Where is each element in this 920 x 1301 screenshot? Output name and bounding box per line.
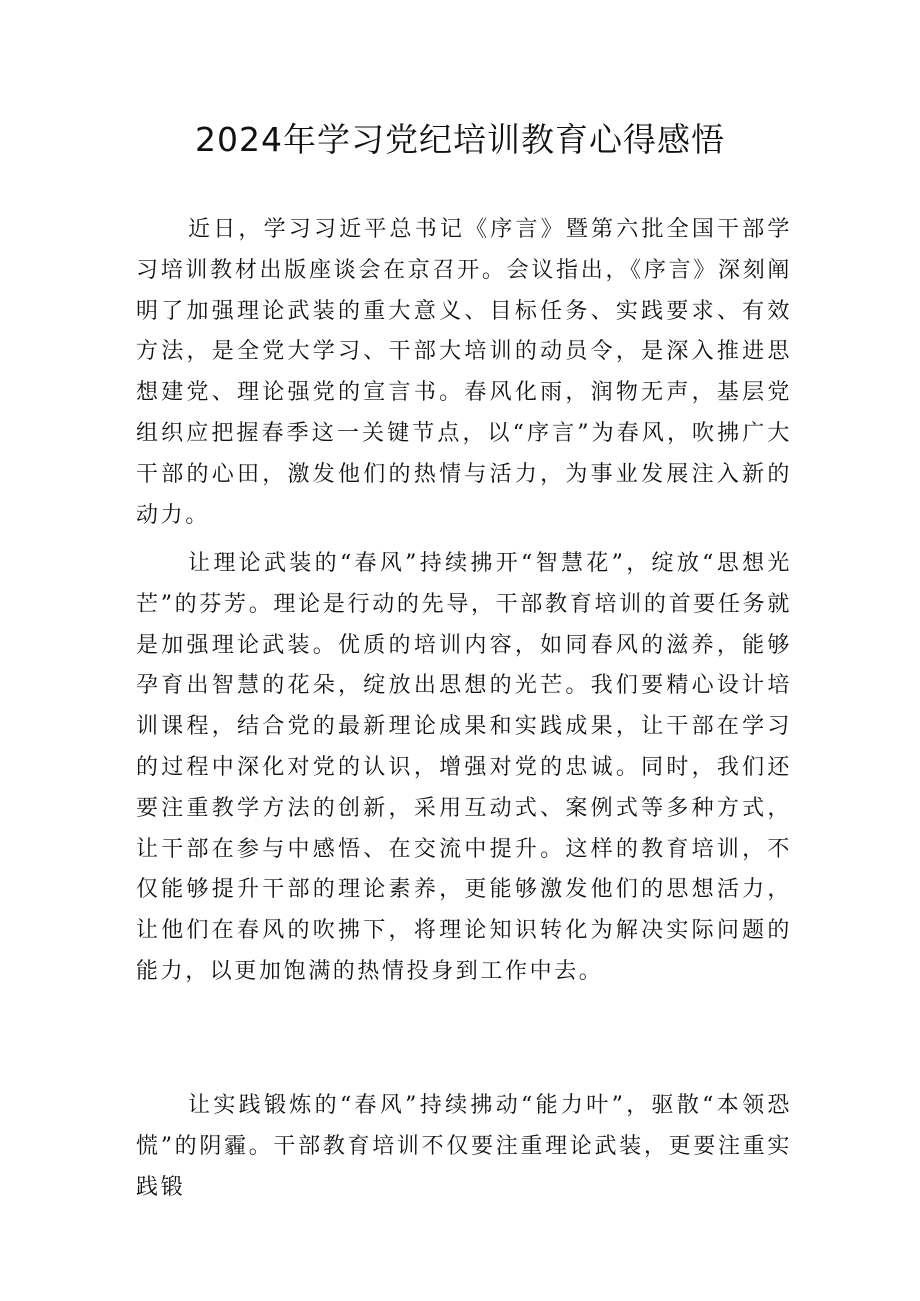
paragraph-1: 近日，学习习近平总书记《序言》暨第六批全国干部学习培训教材出版座谈会在京召开。会议指出，《序言》深刻阐明了加强理论武装的重大意义、目标任务、实践要求、有效方法，是全党大学习、干部大培训的动员令，是深入推进思想建党、理论强党的宣言书。春风化雨，润物无声，基层党组织应把握春季这一关键节点，以“序言”为春风，吹拂广大干部的心田，激发他们的热情与活力，为事业发展注入新的动力。 <box>136 217 792 528</box>
paragraph-3: 让实践锻炼的“春风”持续拂动“能力叶”，驱散“本领恐慌”的阴霾。干部教育培训不仅要注重理论武装，更要注重实践锻 <box>136 1093 792 1200</box>
document-title: 2024年学习党纪培训教育心得感悟 <box>195 120 725 159</box>
paragraph-2: 让理论武装的“春风”持续拂开“智慧花”，绽放“思想光芒”的芬芳。理论是行动的先导，干部教育培训的首要任务就是加强理论武装。优质的培训内容，如同春风的滋养，能够孕育出智慧的花朵，绽放出思想的光芒。我们要精心设计培训课程，结合党的最新理论成果和实践成果，让干部在学习的过程中深化对党的认识，增强对党的忠诚。同时，我们还要注重教学方法的创新，采用互动式、案例式等多种方式，让干部在参与中感悟、在交流中提升。这样的教育培训，不仅能够提升干部的理论素养，更能够激发他们的思想活力，让他们在春风的吹拂下，将理论知识转化为解决实际问题的能力，以更加饱满的热情投身到工作中去。 <box>136 551 792 984</box>
